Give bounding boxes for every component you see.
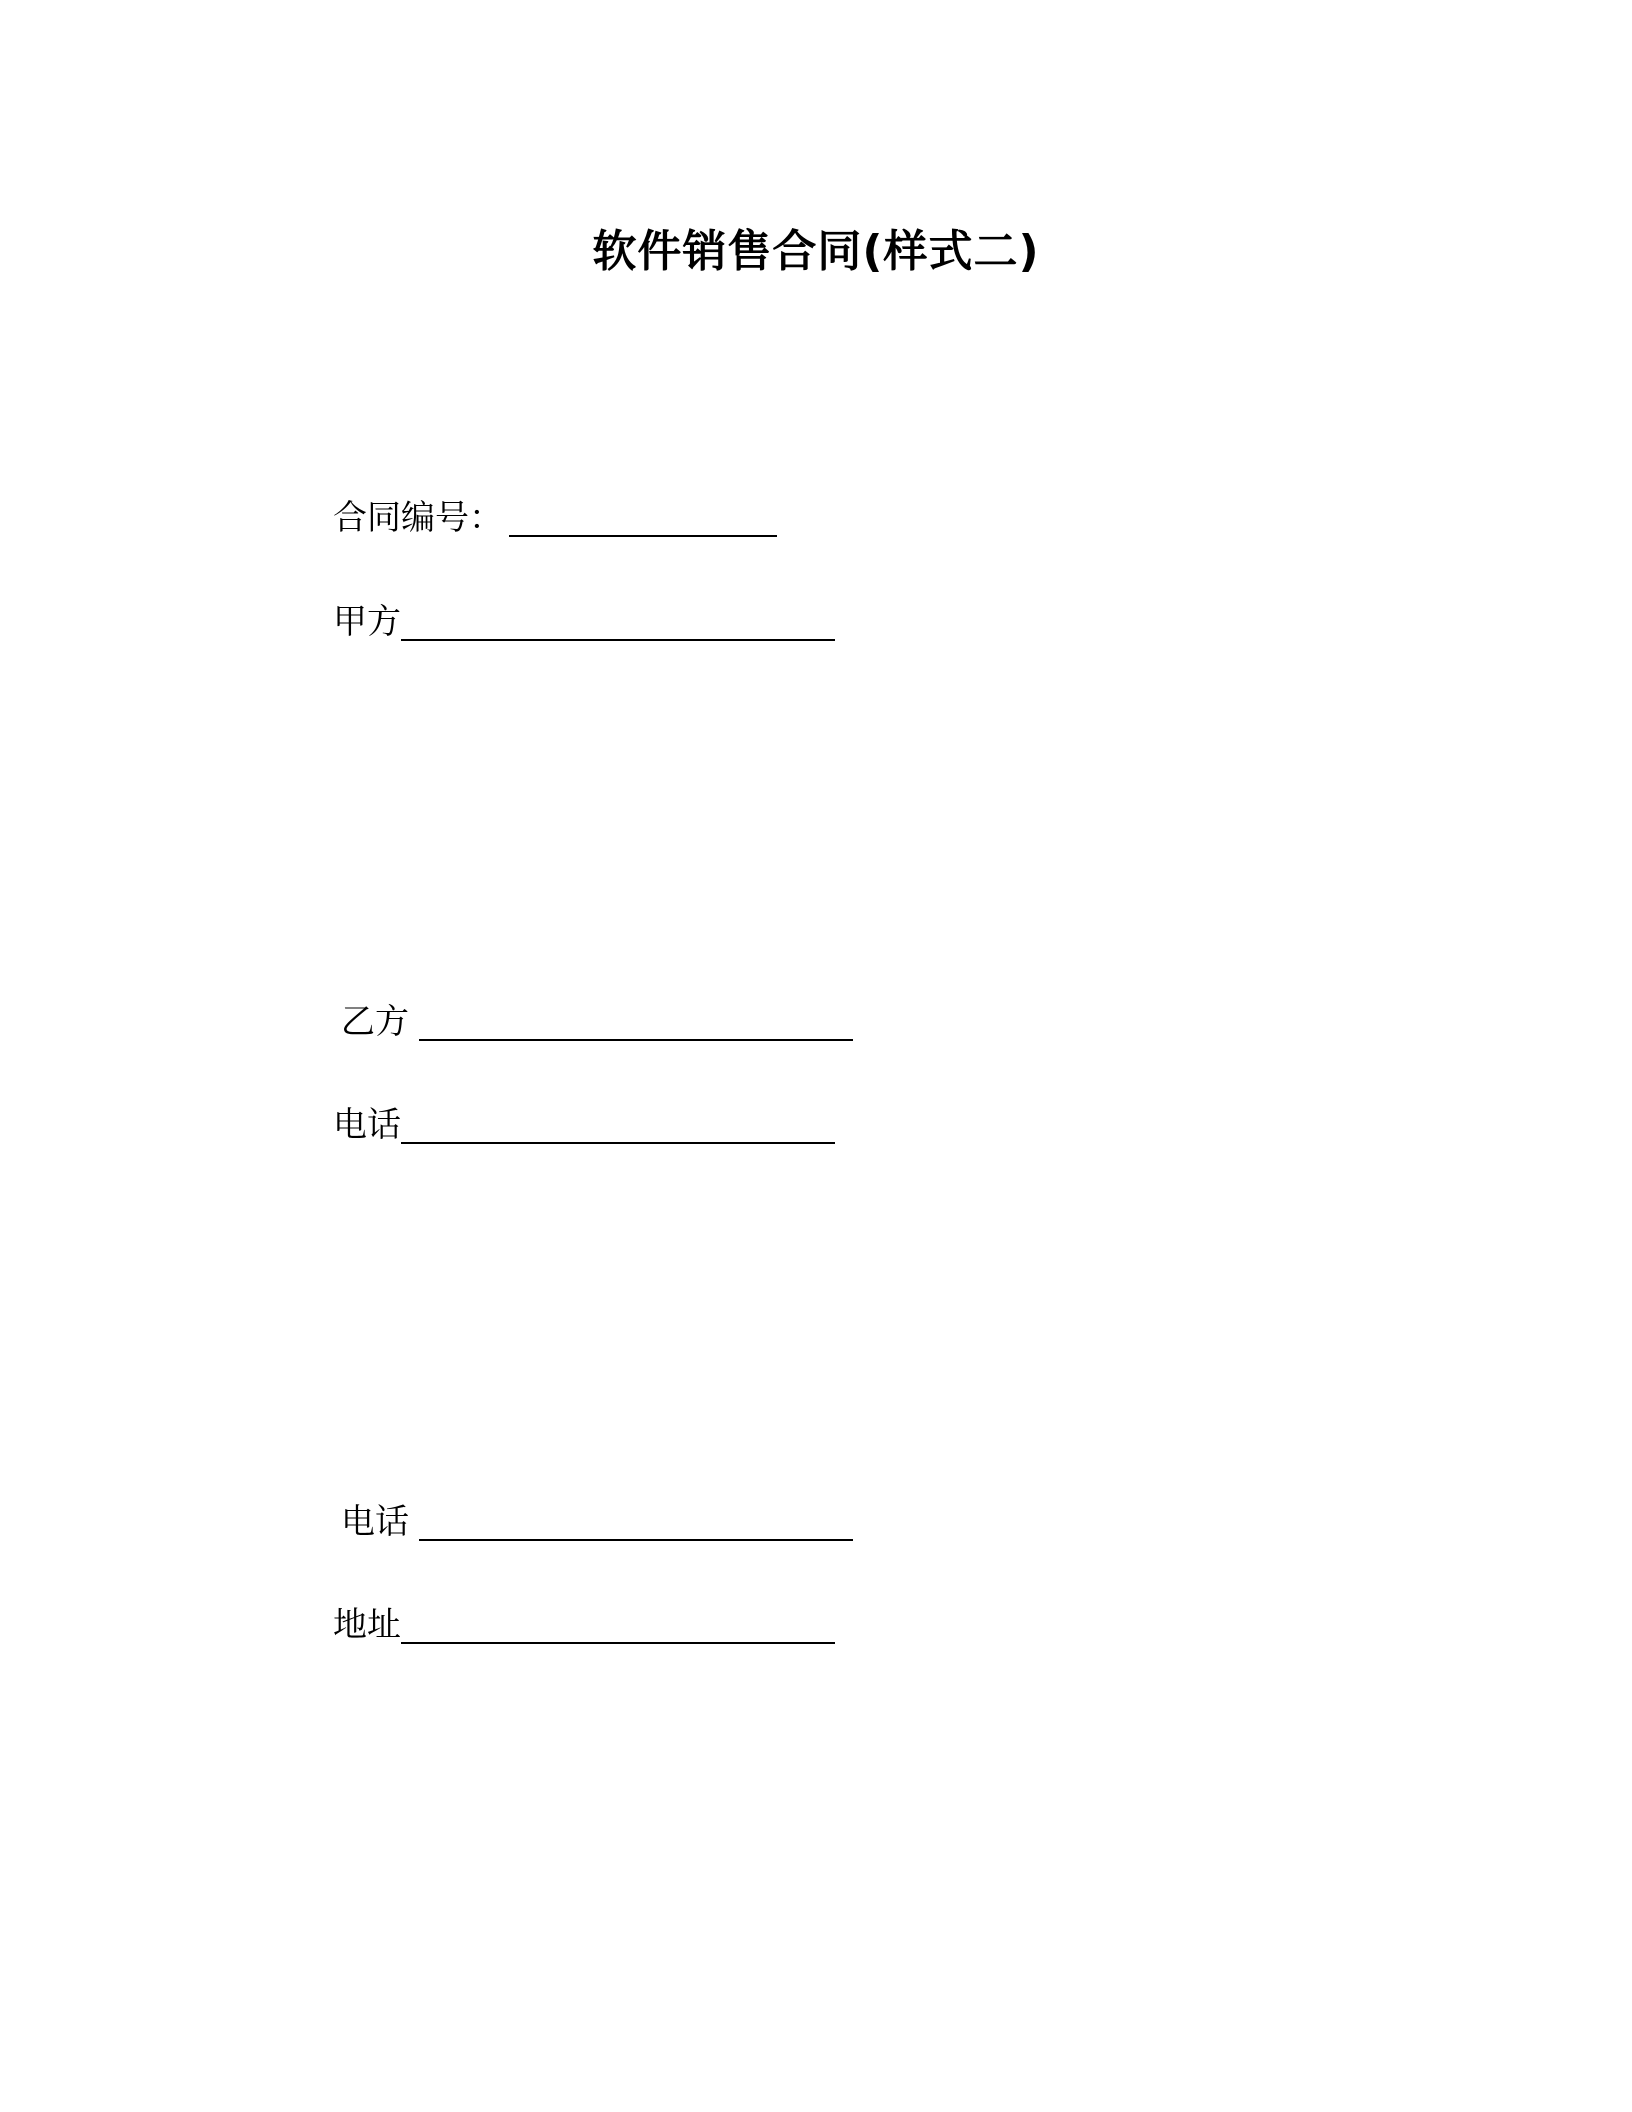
document-title: 软件销售合同(样式二) [592,226,1040,277]
party-a-field [333,598,835,646]
phone-a-blank[interactable] [401,1102,835,1144]
phone-b-label: 电话 [341,1502,409,1542]
phone-a-label: 电话 [333,1105,401,1145]
phone-a-field [333,1101,835,1149]
address-blank[interactable] [401,1602,835,1644]
party-a-blank[interactable] [401,599,835,641]
contract-number-label: 合同编号： [333,498,503,538]
party-b-label: 乙方 [341,1002,409,1042]
address-field [333,1601,835,1649]
party-b-blank[interactable] [419,999,853,1041]
contract-number-blank[interactable] [509,495,777,537]
party-a-label: 甲方 [333,602,401,642]
phone-b-field [341,1498,853,1546]
phone-b-blank[interactable] [419,1499,853,1541]
party-b-field [341,998,853,1046]
address-label: 地址 [333,1605,401,1645]
contract-number-field [333,494,777,542]
